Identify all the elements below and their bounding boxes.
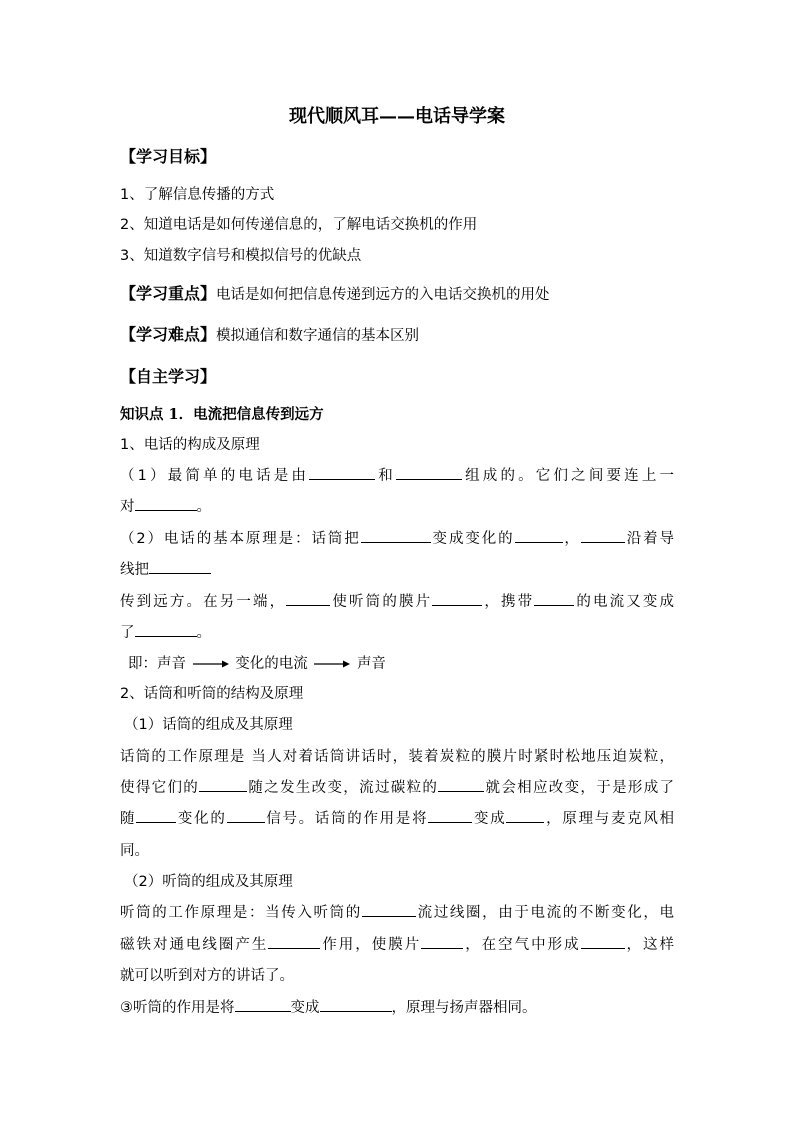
fill-blank[interactable]: [268, 934, 320, 949]
receiver-line-3: 就可以听到对方的讲话了。: [120, 968, 294, 984]
fill-blank[interactable]: [515, 528, 563, 543]
receiver-line-2: [120, 934, 674, 956]
goal-item-3: 3、知道数字信号和模拟信号的优缺点: [120, 248, 362, 264]
fill-blank[interactable]: [362, 902, 416, 917]
key-point-label: 【学习重点】: [120, 284, 217, 303]
flow-end-label: 声音: [356, 656, 386, 672]
rec1-text-b: 流过线圈，由于电流的不断变化，电: [415, 905, 675, 921]
difficulty-label: 【学习难点】: [120, 325, 217, 344]
fill-blank[interactable]: [428, 808, 472, 823]
rec1-text-a: 听筒的工作原理是：当传入听筒的: [120, 905, 362, 921]
fill-blank[interactable]: [199, 777, 247, 792]
microphone-title: （1）话筒的组成及其原理: [124, 717, 293, 733]
mic3-text-e: ，原理与麦克风相: [544, 811, 675, 827]
question-1-line-1: [120, 465, 674, 487]
q2-text-a: （2）电话的基本原理是：话筒把: [120, 531, 361, 547]
mic3-text-c: 信号。话筒的作用是将: [264, 811, 429, 827]
fill-blank[interactable]: [136, 808, 176, 823]
fill-blank[interactable]: [135, 496, 197, 511]
flow-start-label: 即：声音: [128, 656, 186, 672]
key-point-text: 电话是如何把信息传递到远方的入电话交换机的用处: [216, 287, 550, 303]
fill-blank[interactable]: [309, 465, 375, 480]
subsection-phone-structure: 1、电话的构成及原理: [120, 437, 260, 453]
q2-text-d: 沿着导: [624, 531, 675, 547]
fill-blank[interactable]: [396, 465, 462, 480]
fill-blank[interactable]: [506, 808, 544, 823]
mic2-text-c: 就会相应改变，于是形成了: [484, 780, 675, 796]
question-1-line-2: [120, 496, 211, 518]
right-arrow-icon: [314, 659, 350, 669]
mic3-text-b: 变化的: [176, 811, 227, 827]
q1-text-d: 对: [120, 499, 135, 515]
q1-text-e: 。: [196, 499, 211, 515]
q1-text-c: 组成的。它们之间要连上一: [461, 468, 674, 484]
right-arrow-icon: [193, 659, 229, 669]
rec2-text-c: ，在空气中形成: [463, 937, 581, 953]
q4-text-a: 了: [120, 625, 135, 641]
mic3-text-d: 变成: [472, 811, 507, 827]
question-2-line-2: [120, 559, 211, 581]
rec4-text-c: ，原理与扬声器相同。: [391, 1000, 537, 1016]
mic2-text-b: 随之发生改变，流过碳粒的: [247, 780, 439, 796]
q1-text-a: （1）最简单的电话是由: [120, 468, 310, 484]
rec2-text-b: 作用，使膜片: [320, 937, 422, 953]
rec4-text-a: ③听筒的作用是将: [120, 1000, 235, 1016]
microphone-line-3: [120, 808, 674, 830]
fill-blank[interactable]: [135, 622, 197, 637]
q3-text-c: ，携带: [482, 594, 535, 610]
mic2-text-a: 使得它们的: [120, 780, 200, 796]
fill-blank[interactable]: [361, 528, 431, 543]
microphone-line-1: 话筒的工作原理是 当人对着话筒讲话时，装着炭粒的膜片时紧时松地压迫炭粒，: [120, 749, 674, 765]
key-point-line: [120, 283, 550, 306]
fill-blank[interactable]: [581, 934, 625, 949]
self-study-heading: 【自主学习】: [120, 367, 217, 386]
microphone-line-2: [120, 777, 674, 799]
fill-blank[interactable]: [320, 997, 392, 1012]
fill-blank[interactable]: [421, 934, 463, 949]
goals-heading: 【学习目标】: [120, 147, 217, 166]
difficulty-line: [120, 324, 419, 347]
q1-text-b: 和: [375, 468, 396, 484]
receiver-line-4: [120, 997, 537, 1019]
goal-item-2: 2、知道电话是如何传递信息的，了解电话交换机的作用: [120, 217, 478, 233]
q4-text-b: 。: [196, 625, 211, 641]
q3-text-d: 的电流又变成: [574, 594, 675, 610]
fill-blank[interactable]: [227, 808, 265, 823]
receiver-line-1: [120, 902, 674, 924]
goal-item-1: 1、了解信息传播的方式: [120, 187, 275, 203]
knowledge-point-title: 知识点 1．电流把信息传到远方: [120, 406, 324, 423]
document-title: 现代顺风耳——电话导学案: [289, 106, 505, 127]
fill-blank[interactable]: [534, 591, 574, 606]
fill-blank[interactable]: [438, 777, 484, 792]
fill-blank[interactable]: [235, 997, 291, 1012]
q2-text-e: 线把: [120, 562, 149, 578]
question-2-line-1: [120, 528, 674, 550]
fill-blank[interactable]: [149, 559, 211, 574]
mic3-text-a: 随: [120, 811, 137, 827]
receiver-title: （2）听筒的组成及其原理: [124, 874, 293, 890]
q3-text-b: 使听筒的膜片: [330, 594, 433, 610]
fill-blank[interactable]: [286, 591, 330, 606]
rec2-text-a: 磁铁对通电线圈产生: [120, 937, 269, 953]
rec2-text-d: ，这样: [624, 937, 675, 953]
flow-middle-label: 变化的电流: [235, 656, 308, 672]
fill-blank[interactable]: [581, 528, 625, 543]
difficulty-text: 模拟通信和数字通信的基本区别: [216, 328, 420, 344]
subsection-mic-receiver: 2、话筒和听筒的结构及原理: [120, 686, 304, 702]
rec4-text-b: 变成: [290, 1000, 320, 1016]
conversion-flow: [128, 653, 386, 675]
q3-text-a: 传到远方。在另一端，: [120, 594, 287, 610]
question-3-line: [120, 591, 674, 613]
q2-text-b: 变成变化的: [430, 531, 515, 547]
q2-text-c: ，: [562, 531, 581, 547]
microphone-line-4: 同。: [120, 843, 149, 859]
fill-blank[interactable]: [432, 591, 482, 606]
question-4-line: [120, 622, 211, 644]
